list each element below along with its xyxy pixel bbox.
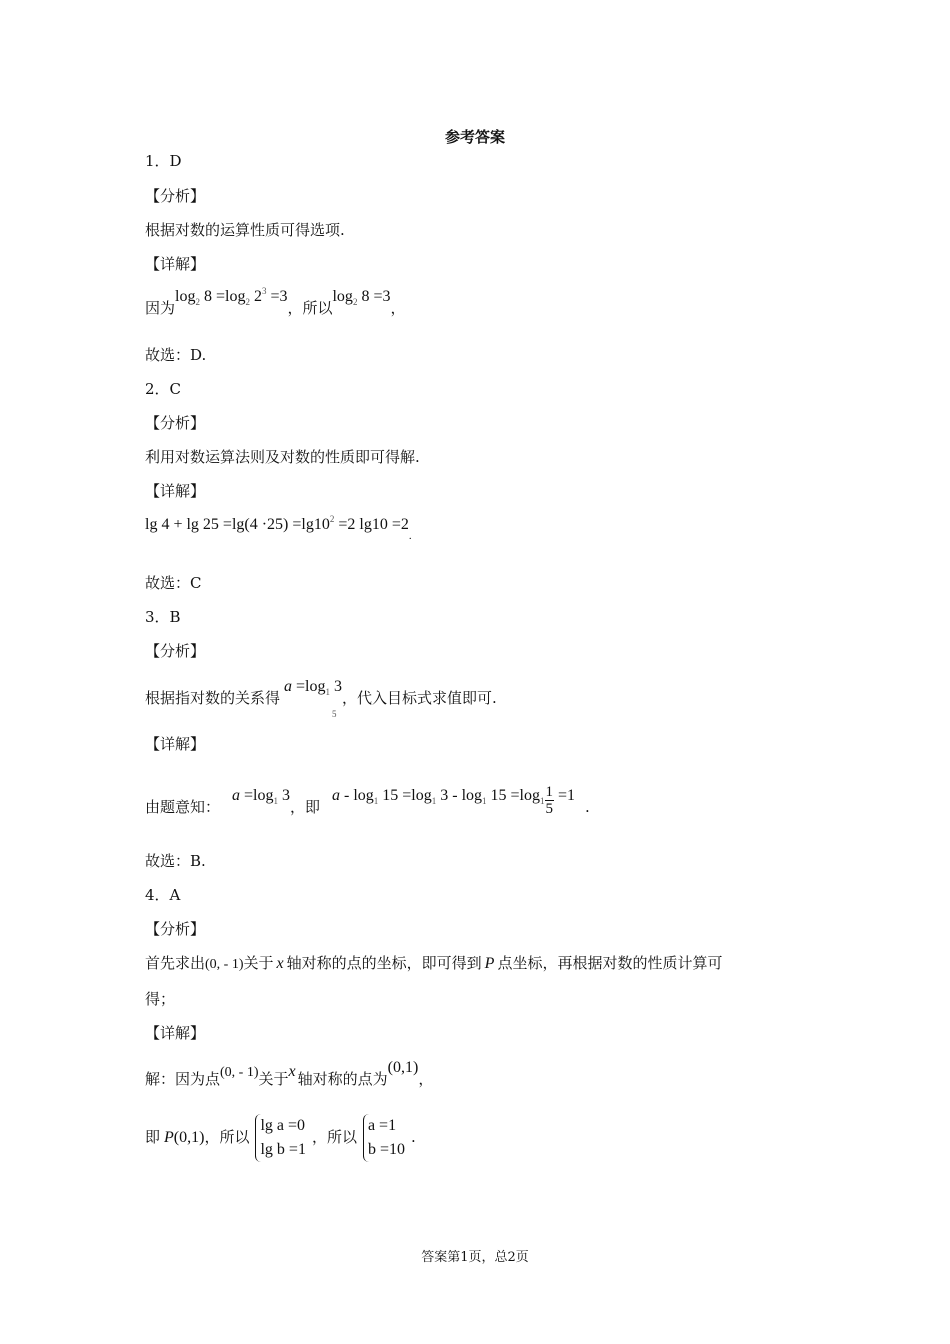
q1-because: 因为 <box>145 299 176 317</box>
q2-analysis-tag: 【分析】 <box>145 414 206 432</box>
q3-analysis: 根据指对数的关系得$a =\log_1$ 3 5 ，代入目标式求值即可. <box>145 678 497 719</box>
q3-number: 3．B <box>145 608 181 626</box>
q1-formula-1: $\log_2 8 =\log_2$ $2^3 =3$ <box>175 286 288 307</box>
q4-system-1: lg a =0 lg b =1 <box>255 1114 311 1162</box>
page-title: 参考答案 <box>444 128 505 146</box>
q3-answer: 故选：B. <box>145 852 206 870</box>
q4-detail-line2: 即 P(0,1)，所以 lg a =0 lg b =1 ，所以 a =1 b =10 . <box>145 1112 416 1163</box>
q3-analysis-tag: 【分析】 <box>145 642 206 660</box>
q4-number: 4．A <box>145 886 181 904</box>
q3-formula-a: $a =\log_1$ 3 5 <box>284 678 342 719</box>
q4-analysis-line1: 首先求出(0, - 1)关于 x 轴对称的点的坐标，即可得到 P 点坐标，再根据对数的性质计算可 <box>145 954 723 972</box>
q2-analysis: 利用对数运算法则及对数的性质即可得解. <box>145 448 420 466</box>
q3-formula-b: $a =\log_1$ 3 <box>232 787 290 807</box>
q1-number: 1．D <box>145 152 182 170</box>
q4-detail-tag: 【详解】 <box>145 1024 206 1042</box>
q3-detail-tag: 【详解】 <box>145 735 206 753</box>
q2-number: 2．C <box>145 380 182 398</box>
q4-detail-line1: 解：因为点(0, - 1)关于x 轴对称的点为(0,1)， <box>145 1059 434 1088</box>
q2-detail-tag: 【详解】 <box>145 482 206 500</box>
q1-answer: 故选：D. <box>145 346 207 364</box>
q3-detail: 由题意知：$a =\log_1$ 3，即$a - \log_1 15 =\log_1$ $3 - \log_1 15 =\log_1$ $\frac{1}{5}$ =1. <box>145 784 590 817</box>
q2-formula: $\lg 4 + \lg 25 =\lg(4 \cdot 25) =\lg 10^2 =2$ $\lg 10 =2_.$ <box>145 514 412 542</box>
q3-fraction: $\frac{1}{5}$ <box>545 784 553 817</box>
q1-detail: 因为$\log_2 8 =\log_2$ $2^3 =3$，所以$\log_2 8 =3$， <box>145 286 406 317</box>
q1-analysis-tag: 【分析】 <box>145 187 206 205</box>
q1-formula-2: $\log_2 8 =3$ <box>332 288 391 307</box>
q4-system-2: a =1 b =10 <box>363 1114 411 1162</box>
q3-formula-c: $a - \log_1 15 =\log_1$ $3 - \log_1 15 =\log_1$ $\frac{1}{5}$ =1 <box>332 784 576 817</box>
q1-analysis: 根据对数的运算性质可得选项. <box>145 221 345 239</box>
q2-answer: 故选：C <box>145 574 202 592</box>
q4-analysis-tag: 【分析】 <box>145 920 206 938</box>
page-footer: 答案第1页，总2页 <box>421 1250 529 1265</box>
q4-analysis-line2: 得； <box>145 990 176 1008</box>
q1-detail-tag: 【详解】 <box>145 255 206 273</box>
q1-so: ，所以 <box>287 299 333 317</box>
